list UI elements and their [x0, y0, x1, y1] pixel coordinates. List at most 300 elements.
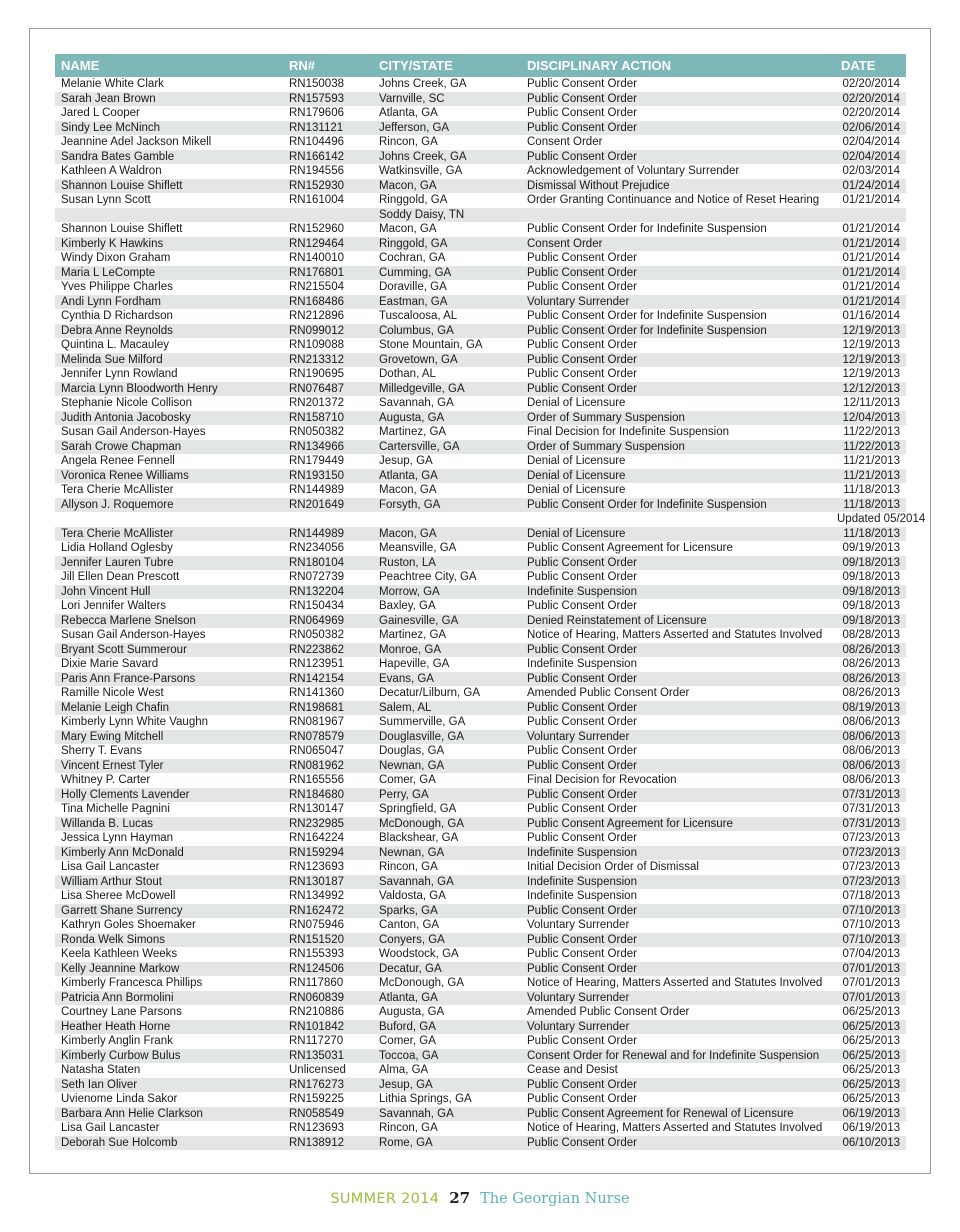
cell-city-state: Conyers, GA [373, 933, 521, 948]
table-row [55, 759, 906, 774]
cell-rn: RN232985 [283, 817, 373, 832]
cell-city-state: Macon, GA [379, 484, 437, 496]
table-row [55, 338, 906, 353]
cell-date: 06/19/2013 [842, 1122, 900, 1134]
table-header-row [55, 54, 906, 77]
table-row [55, 831, 906, 846]
cell-action: Public Consent Order [521, 382, 837, 397]
table-row [55, 889, 906, 904]
cell-date: 06/25/2013 [837, 1020, 906, 1035]
cell-name: Dixie Marie Savard [61, 658, 159, 670]
cell-name: Lisa Sheree McDowell [61, 890, 176, 902]
cell-rn: RN050382 [289, 426, 344, 438]
cell-city-state: Rincon, GA [379, 861, 438, 873]
cell-date: 11/18/2013 [837, 527, 906, 542]
cell-date: 02/20/2014 [842, 107, 900, 119]
cell-name: Deborah Sue Holcomb [55, 1136, 283, 1151]
cell-action: Public Consent Order [521, 933, 837, 948]
cell-city-state: Springfield, GA [379, 803, 457, 815]
table-row [55, 715, 906, 730]
cell-name: Paris Ann France-Parsons [55, 672, 283, 687]
cell-rn: RN212896 [289, 310, 344, 322]
cell-action: Public Consent Order [521, 353, 837, 368]
cell-name: Heather Heath Horne [55, 1020, 283, 1035]
table-row [55, 483, 906, 498]
cell-rn: RN164224 [289, 832, 344, 844]
table-row [55, 875, 906, 890]
cell-city-state: Hapeville, GA [379, 658, 450, 670]
cell-city-state: Ringgold, GA [373, 237, 521, 252]
cell-action: Denial of Licensure [527, 484, 626, 496]
publication-title: The Georgian Nurse [480, 1191, 630, 1207]
column-header-date: DATE [837, 54, 906, 77]
table-row [55, 309, 906, 324]
cell-date: 07/10/2013 [837, 933, 906, 948]
table-row [55, 788, 906, 803]
cell-action: Public Consent Order for Indefinite Suspension [527, 223, 767, 235]
cell-rn: RN117270 [289, 1035, 344, 1047]
cell-action: Voluntary Surrender [521, 1020, 837, 1035]
cell-name: Jennifer Lynn Rowland [61, 368, 178, 380]
cell-action: Public Consent Order [521, 92, 837, 107]
table-row [55, 440, 906, 455]
cell-action: Denial of Licensure [527, 397, 626, 409]
table-row [55, 382, 906, 397]
table-row [55, 411, 906, 426]
cell-name: Whitney P. Carter [61, 774, 151, 786]
table-row [55, 1078, 906, 1093]
table-row [55, 991, 906, 1006]
cell-rn: RN135031 [283, 1049, 373, 1064]
cell-action: Public Consent Order for Indefinite Suspension [521, 324, 837, 339]
cell-city-state: McDonough, GA [373, 817, 521, 832]
table-row [55, 135, 906, 150]
cell-city-state: Douglasville, GA [373, 730, 521, 745]
cell-date: 08/26/2013 [842, 658, 900, 670]
cell-rn: RN130187 [283, 875, 373, 890]
cell-action: Indefinite Suspension [521, 875, 837, 890]
cell-date: 01/21/2014 [842, 194, 900, 206]
cell-date: 12/04/2013 [837, 411, 906, 426]
table-row [55, 1136, 906, 1151]
cell-date: 12/11/2013 [843, 397, 900, 409]
cell-rn: RN142154 [283, 672, 373, 687]
cell-name: Windy Dixon Graham [61, 252, 171, 264]
cell-action: Final Decision for Indefinite Suspension [527, 426, 730, 438]
cell-name: Lori Jennifer Walters [61, 600, 167, 612]
cell-city-state: Macon, GA [373, 527, 521, 542]
cell-rn: RN150434 [289, 600, 344, 612]
cell-name: Kimberly K Hawkins [55, 237, 283, 252]
cell-action: Denial of Licensure [527, 455, 626, 467]
cell-date: 12/19/2013 [837, 324, 906, 339]
cell-city-state: Decatur, GA [373, 962, 521, 977]
cell-action: Public Consent Order [521, 121, 837, 136]
cell-city-state: Newnan, GA [373, 759, 521, 774]
cell-name: Angela Renee Fennell [61, 455, 175, 467]
cell-action: Public Consent Order for Indefinite Suspension [527, 310, 767, 322]
cell-rn: RN123693 [289, 861, 344, 873]
cell-action: Denial of Licensure [521, 527, 837, 542]
cell-name: Lisa Gail Lancaster [61, 861, 160, 873]
cell-name: Kimberly Francesca Phillips [61, 977, 203, 989]
cell-action [521, 512, 837, 527]
cell-name: Susan Gail Anderson-Hayes [61, 629, 206, 641]
table-row [55, 280, 906, 295]
table-row [55, 585, 906, 600]
cell-name: Seth Ian Oliver [55, 1078, 283, 1093]
cell-date: 12/12/2013 [837, 382, 906, 397]
cell-city-state: Martinez, GA [379, 629, 447, 641]
table-row [55, 237, 906, 252]
cell-name: Shannon Louise Shiflett [61, 223, 183, 235]
column-header-name: NAME [55, 54, 283, 77]
cell-action: Notice of Hearing, Matters Asserted and Statutes Involved [527, 629, 823, 641]
cell-rn: RN140010 [289, 252, 344, 264]
cell-city-state: Cumming, GA [373, 266, 521, 281]
cell-rn: RN152960 [289, 223, 344, 235]
cell-rn: RN104496 [289, 136, 344, 148]
cell-city-state: Comer, GA [379, 1035, 436, 1047]
cell-date: 06/10/2013 [837, 1136, 906, 1151]
cell-city-state: Lithia Springs, GA [379, 1093, 472, 1105]
cell-city-state: Johns Creek, GA [379, 78, 467, 90]
table-row [55, 193, 906, 208]
cell-city-state: Dothan, AL [379, 368, 436, 380]
cell-rn: RN124506 [283, 962, 373, 977]
cell-action: Cease and Desist [527, 1064, 618, 1076]
cell-date: 01/21/2014 [837, 295, 906, 310]
cell-rn: RN168486 [283, 295, 373, 310]
cell-action: Indefinite Suspension [527, 658, 637, 670]
cell-city-state: Comer, GA [379, 774, 436, 786]
table-row [55, 802, 906, 817]
cell-action: Indefinite Suspension [527, 890, 637, 902]
cell-name: Voronica Renee Williams [55, 469, 283, 484]
cell-rn: RN050382 [289, 629, 344, 641]
cell-action: Order of Summary Suspension [521, 411, 837, 426]
cell-action: Public Consent Order [527, 1093, 637, 1105]
cell-name: Jared L Cooper [61, 107, 140, 119]
table-row [55, 121, 906, 136]
cell-name: Vincent Ernest Tyler [55, 759, 283, 774]
cell-city-state: Eastman, GA [373, 295, 521, 310]
cell-rn: RN210886 [289, 1006, 344, 1018]
cell-rn: RN176801 [283, 266, 373, 281]
cell-city-state: Varnville, SC [373, 92, 521, 107]
cell-rn: RN150038 [289, 78, 344, 90]
cell-name: William Arthur Stout [55, 875, 283, 890]
cell-date: 11/18/2013 [837, 498, 906, 513]
cell-date: 07/23/2013 [842, 832, 900, 844]
cell-date: 06/25/2013 [842, 1006, 900, 1018]
cell-action: Public Consent Order [527, 78, 637, 90]
cell-rn: RN159225 [289, 1093, 344, 1105]
cell-rn: RN155393 [289, 948, 344, 960]
cell-rn: RN065047 [289, 745, 344, 757]
cell-action: Voluntary Surrender [521, 295, 837, 310]
cell-date: 06/25/2013 [842, 1035, 900, 1047]
cell-action: Voluntary Surrender [527, 919, 630, 931]
column-header-city: CITY/STATE [373, 54, 521, 77]
cell-date: 08/06/2013 [837, 759, 906, 774]
cell-city-state: Atlanta, GA [373, 469, 521, 484]
cell-date: 08/06/2013 [842, 745, 900, 757]
column-header-action: DISCIPLINARY ACTION [521, 54, 837, 77]
cell-name: Melinda Sue Milford [55, 353, 283, 368]
cell-date: 02/03/2014 [842, 165, 900, 177]
cell-rn: RN157593 [283, 92, 373, 107]
cell-rn: RN198681 [283, 701, 373, 716]
cell-date: 02/04/2014 [842, 136, 900, 148]
table-row [55, 556, 906, 571]
cell-rn: RN123693 [289, 1122, 344, 1134]
cell-date: 07/01/2013 [837, 991, 906, 1006]
cell-city-state: Soddy Daisy, TN [373, 208, 521, 223]
cell-date: 09/18/2013 [837, 556, 906, 571]
cell-city-state: Doraville, GA [379, 281, 447, 293]
cell-name: Tera Cherie McAllister [55, 527, 283, 542]
cell-rn: RN081962 [283, 759, 373, 774]
cell-name: Kimberly Ann McDonald [55, 846, 283, 861]
cell-rn: RN234056 [289, 542, 344, 554]
cell-name: Kelly Jeannine Markow [55, 962, 283, 977]
cell-rn: RN134992 [289, 890, 344, 902]
table-row [55, 1034, 906, 1049]
cell-city-state: Sparks, GA [373, 904, 521, 919]
cell-date: 02/04/2014 [837, 150, 906, 165]
cell-date: 08/06/2013 [842, 774, 900, 786]
cell-name: Jeannine Adel Jackson Mikell [61, 136, 212, 148]
cell-action: Public Consent Order [527, 107, 637, 119]
table-row [55, 744, 906, 759]
table-row [55, 353, 906, 368]
cell-city-state: Augusta, GA [379, 1006, 445, 1018]
cell-name: Stephanie Nicole Collison [61, 397, 193, 409]
cell-action: Public Consent Order [521, 150, 837, 165]
cell-name: Cynthia D Richardson [61, 310, 173, 322]
cell-date: 01/21/2014 [837, 237, 906, 252]
table-row [55, 106, 906, 121]
page-number: 27 [449, 1189, 471, 1207]
cell-date: 07/23/2013 [837, 875, 906, 890]
cell-action: Public Consent Order [527, 368, 637, 380]
cell-name: Sherry T. Evans [61, 745, 142, 757]
cell-rn: RN184680 [283, 788, 373, 803]
cell-action: Public Consent Order [521, 672, 837, 687]
cell-action: Public Consent Order [527, 832, 637, 844]
cell-date: 11/21/2013 [843, 455, 900, 467]
table-row [55, 686, 906, 701]
cell-name: Rebecca Marlene Snelson [55, 614, 283, 629]
cell-city-state: Evans, GA [373, 672, 521, 687]
cell-city-state: McDonough, GA [379, 977, 465, 989]
cell-name: Natasha Staten [61, 1064, 141, 1076]
cell-date: 09/18/2013 [837, 585, 906, 600]
table-row [55, 1049, 906, 1064]
cell-rn: RN201649 [283, 498, 373, 513]
cell-date: 07/10/2013 [837, 904, 906, 919]
table-row [55, 657, 906, 672]
cell-city-state: Augusta, GA [373, 411, 521, 426]
cell-date: 11/22/2013 [837, 440, 906, 455]
cell-rn: RN131121 [283, 121, 373, 136]
table-row [55, 1107, 906, 1122]
cell-date: 09/18/2013 [842, 571, 900, 583]
cell-rn: RN179606 [289, 107, 344, 119]
cell-rn [283, 512, 373, 527]
cell-action: Public Consent Order [527, 948, 637, 960]
cell-rn: RN213312 [283, 353, 373, 368]
cell-city-state: Gainesville, GA [373, 614, 521, 629]
cell-rn: RN223862 [283, 643, 373, 658]
cell-action: Initial Decision Order of Dismissal [527, 861, 699, 873]
cell-name: Marcia Lynn Bloodworth Henry [55, 382, 283, 397]
cell-action: Public Consent Order [521, 643, 837, 658]
cell-city-state: Perry, GA [373, 788, 521, 803]
cell-name: Maria L LeCompte [55, 266, 283, 281]
cell-city-state: Macon, GA [373, 179, 521, 194]
cell-action: Public Consent Order [527, 281, 637, 293]
page-footer [0, 1189, 960, 1207]
cell-action: Dismissal Without Prejudice [521, 179, 837, 194]
table-row [55, 295, 906, 310]
cell-name: Jennifer Lauren Tubre [55, 556, 283, 571]
table-body [55, 77, 926, 1150]
table-row [55, 150, 906, 165]
cell-name: Melanie White Clark [61, 78, 164, 90]
cell-date: 07/31/2013 [837, 817, 906, 832]
cell-name: Uvienome Linda Sakor [61, 1093, 178, 1105]
table-row [55, 1020, 906, 1035]
cell-action: Public Consent Agreement for Licensure [527, 542, 733, 554]
cell-action: Public Consent Order [521, 788, 837, 803]
cell-name: Allyson J. Roquemore [55, 498, 283, 513]
cell-city-state: Tuscaloosa, AL [379, 310, 458, 322]
cell-city-state: Atlanta, GA [379, 107, 438, 119]
cell-date: 08/26/2013 [837, 643, 906, 658]
cell-city-state: Canton, GA [379, 919, 440, 931]
cell-city-state: Salem, AL [373, 701, 521, 716]
table-row [55, 628, 906, 643]
cell-rn: RN072739 [289, 571, 344, 583]
cell-rn: RN159294 [283, 846, 373, 861]
cell-action: Public Consent Agreement for Renewal of Licensure [521, 1107, 837, 1122]
cell-date: 02/06/2014 [837, 121, 906, 136]
cell-date: 07/31/2013 [837, 788, 906, 803]
cell-city-state: Grovetown, GA [373, 353, 521, 368]
cell-action: Order of Summary Suspension [521, 440, 837, 455]
cell-rn: RN132204 [283, 585, 373, 600]
cell-rn: Unlicensed [289, 1064, 346, 1076]
cell-date: 06/19/2013 [837, 1107, 906, 1122]
cell-city-state: Newnan, GA [373, 846, 521, 861]
cell-rn: RN151520 [283, 933, 373, 948]
cell-city-state: Savannah, GA [379, 397, 454, 409]
cell-city-state: Cartersville, GA [373, 440, 521, 455]
cell-rn: RN180104 [283, 556, 373, 571]
cell-city-state: Jesup, GA [373, 1078, 521, 1093]
cell-date: 07/10/2013 [842, 919, 900, 931]
table-row [55, 1121, 906, 1136]
cell-action: Public Consent Order [521, 1078, 837, 1093]
cell-action: Public Consent Order [527, 745, 637, 757]
table-row [55, 846, 906, 861]
cell-name: Sarah Jean Brown [55, 92, 283, 107]
cell-rn: RN193150 [283, 469, 373, 484]
cell-rn: RN141360 [289, 687, 344, 699]
cell-city-state: Stone Mountain, GA [379, 339, 483, 351]
cell-city-state: Rome, GA [373, 1136, 521, 1151]
cell-name: Susan Gail Anderson-Hayes [61, 426, 206, 438]
cell-action: Amended Public Consent Order [527, 687, 690, 699]
cell-action: Denied Reinstatement of Licensure [521, 614, 837, 629]
cell-name: Melanie Leigh Chafin [55, 701, 283, 716]
cell-date: 07/04/2013 [842, 948, 900, 960]
cell-action: Consent Order for Renewal and for Indefinite Suspension [521, 1049, 837, 1064]
cell-city-state: Savannah, GA [373, 1107, 521, 1122]
cell-city-state: Martinez, GA [379, 426, 447, 438]
cell-city-state: Woodstock, GA [379, 948, 459, 960]
cell-date: 07/01/2013 [842, 977, 900, 989]
cell-city-state: Ruston, LA [373, 556, 521, 571]
cell-date: 02/20/2014 [842, 78, 900, 90]
cell-date: 01/21/2014 [837, 266, 906, 281]
cell-action: Public Consent Order [527, 716, 637, 728]
cell-name: Kimberly Curbow Bulus [55, 1049, 283, 1064]
cell-date: 07/23/2013 [842, 861, 900, 873]
cell-date: 01/21/2014 [842, 281, 900, 293]
table-row [55, 541, 906, 556]
cell-action: Notice of Hearing, Matters Asserted and Statutes Involved [527, 977, 823, 989]
cell-city-state: Macon, GA [379, 223, 437, 235]
cell-city-state: Baxley, GA [379, 600, 436, 612]
cell-date: 12/19/2013 [842, 339, 900, 351]
table-row [55, 672, 906, 687]
cell-rn: RN076487 [283, 382, 373, 397]
cell-city-state: Decatur/Lilburn, GA [379, 687, 480, 699]
cell-name: Garrett Shane Surrency [55, 904, 283, 919]
table-row [55, 512, 906, 527]
cell-name: Kimberly Anglin Frank [61, 1035, 173, 1047]
cell-name: Shannon Louise Shiflett [55, 179, 283, 194]
cell-date: 07/01/2013 [837, 962, 906, 977]
cell-name: Debra Anne Reynolds [55, 324, 283, 339]
cell-city-state: Savannah, GA [373, 875, 521, 890]
cell-city-state: Alma, GA [379, 1064, 429, 1076]
cell-action: Public Consent Order for Indefinite Suspension [521, 498, 837, 513]
table-row [55, 164, 906, 179]
table-row [55, 77, 906, 92]
cell-action: Public Consent Order [521, 1136, 837, 1151]
cell-action: Public Consent Order [521, 904, 837, 919]
cell-action: Public Consent Order [521, 556, 837, 571]
table-row [55, 730, 906, 745]
cell-city-state: Johns Creek, GA [373, 150, 521, 165]
table-row [55, 179, 906, 194]
cell-city-state: Peachtree City, GA [379, 571, 477, 583]
cell-action: Public Consent Order [527, 600, 637, 612]
cell-action: Final Decision for Revocation [527, 774, 677, 786]
table-row [55, 92, 906, 107]
cell-rn: RN099012 [283, 324, 373, 339]
cell-date: 01/24/2014 [837, 179, 906, 194]
table-row [55, 208, 906, 223]
cell-rn: RN176273 [283, 1078, 373, 1093]
cell-name: Jill Ellen Dean Prescott [61, 571, 180, 583]
cell-rn: RN130147 [289, 803, 344, 815]
cell-date: 06/25/2013 [842, 1093, 900, 1105]
